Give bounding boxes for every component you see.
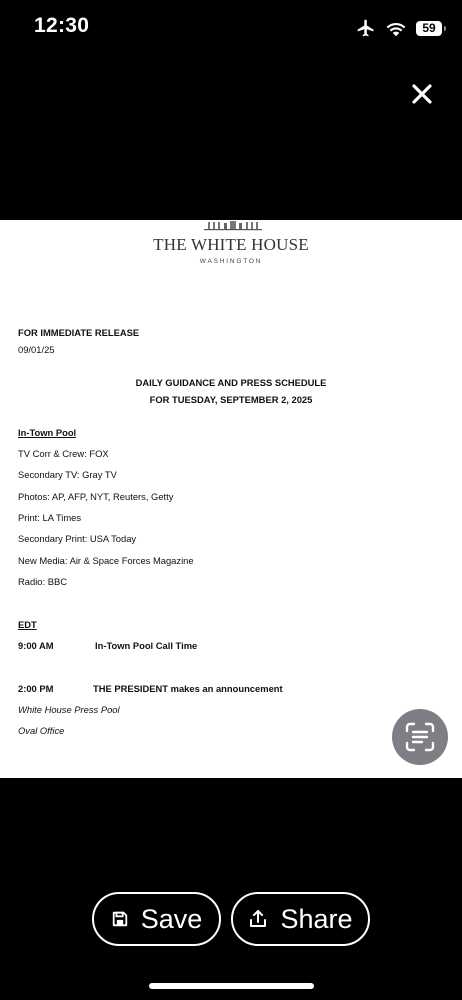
status-bar (0, 0, 462, 56)
pool-item: Photos: AP, AFP, NYT, Reuters, Getty (18, 491, 174, 502)
schedule-date: FOR TUESDAY, SEPTEMBER 2, 2025 (149, 394, 313, 405)
pool-item: TV Corr & Crew: FOX (18, 448, 109, 459)
event-detail: White House Press Pool (18, 704, 120, 715)
document-image (0, 220, 462, 778)
release-date: 09/01/25 (18, 344, 55, 355)
save-label: Save (140, 903, 203, 934)
timezone-label: EDT (18, 619, 37, 630)
event-title: THE PRESIDENT makes an announcement (93, 683, 283, 694)
white-house-logo-icon (204, 220, 262, 232)
wifi-icon (386, 20, 406, 36)
status-time: 12:30 (34, 14, 90, 37)
close-button[interactable] (404, 76, 440, 112)
home-indicator[interactable] (149, 983, 314, 989)
pool-item: Print: LA Times (18, 512, 82, 523)
save-icon (111, 910, 129, 928)
text-scan-icon (404, 721, 436, 753)
battery-indicator (416, 21, 442, 36)
status-icons (356, 16, 442, 40)
pool-item: New Media: Air & Space Forces Magazine (18, 555, 194, 566)
battery-level: 59 (422, 21, 436, 35)
close-icon (412, 84, 432, 104)
pool-item: Secondary TV: Gray TV (18, 469, 117, 480)
event-time: 2:00 PM (18, 683, 54, 694)
schedule-heading: DAILY GUIDANCE AND PRESS SCHEDULE (135, 377, 327, 388)
event-time: 9:00 AM (18, 640, 54, 651)
share-icon (248, 909, 268, 929)
letterhead-title: THE WHITE HOUSE (153, 235, 309, 254)
release-label: FOR IMMEDIATE RELEASE (18, 327, 140, 338)
event-title: In-Town Pool Call Time (95, 640, 198, 651)
event-detail: Oval Office (18, 725, 65, 736)
airplane-mode-icon (356, 18, 376, 38)
live-text-button[interactable] (392, 709, 448, 765)
share-button[interactable] (231, 892, 370, 946)
pool-title: In-Town Pool (18, 427, 77, 438)
letterhead-subtitle: WASHINGTON (199, 258, 263, 265)
save-button[interactable] (92, 892, 221, 946)
pool-item: Radio: BBC (18, 576, 67, 587)
share-label: Share (280, 903, 353, 934)
pool-item: Secondary Print: USA Today (18, 533, 137, 544)
